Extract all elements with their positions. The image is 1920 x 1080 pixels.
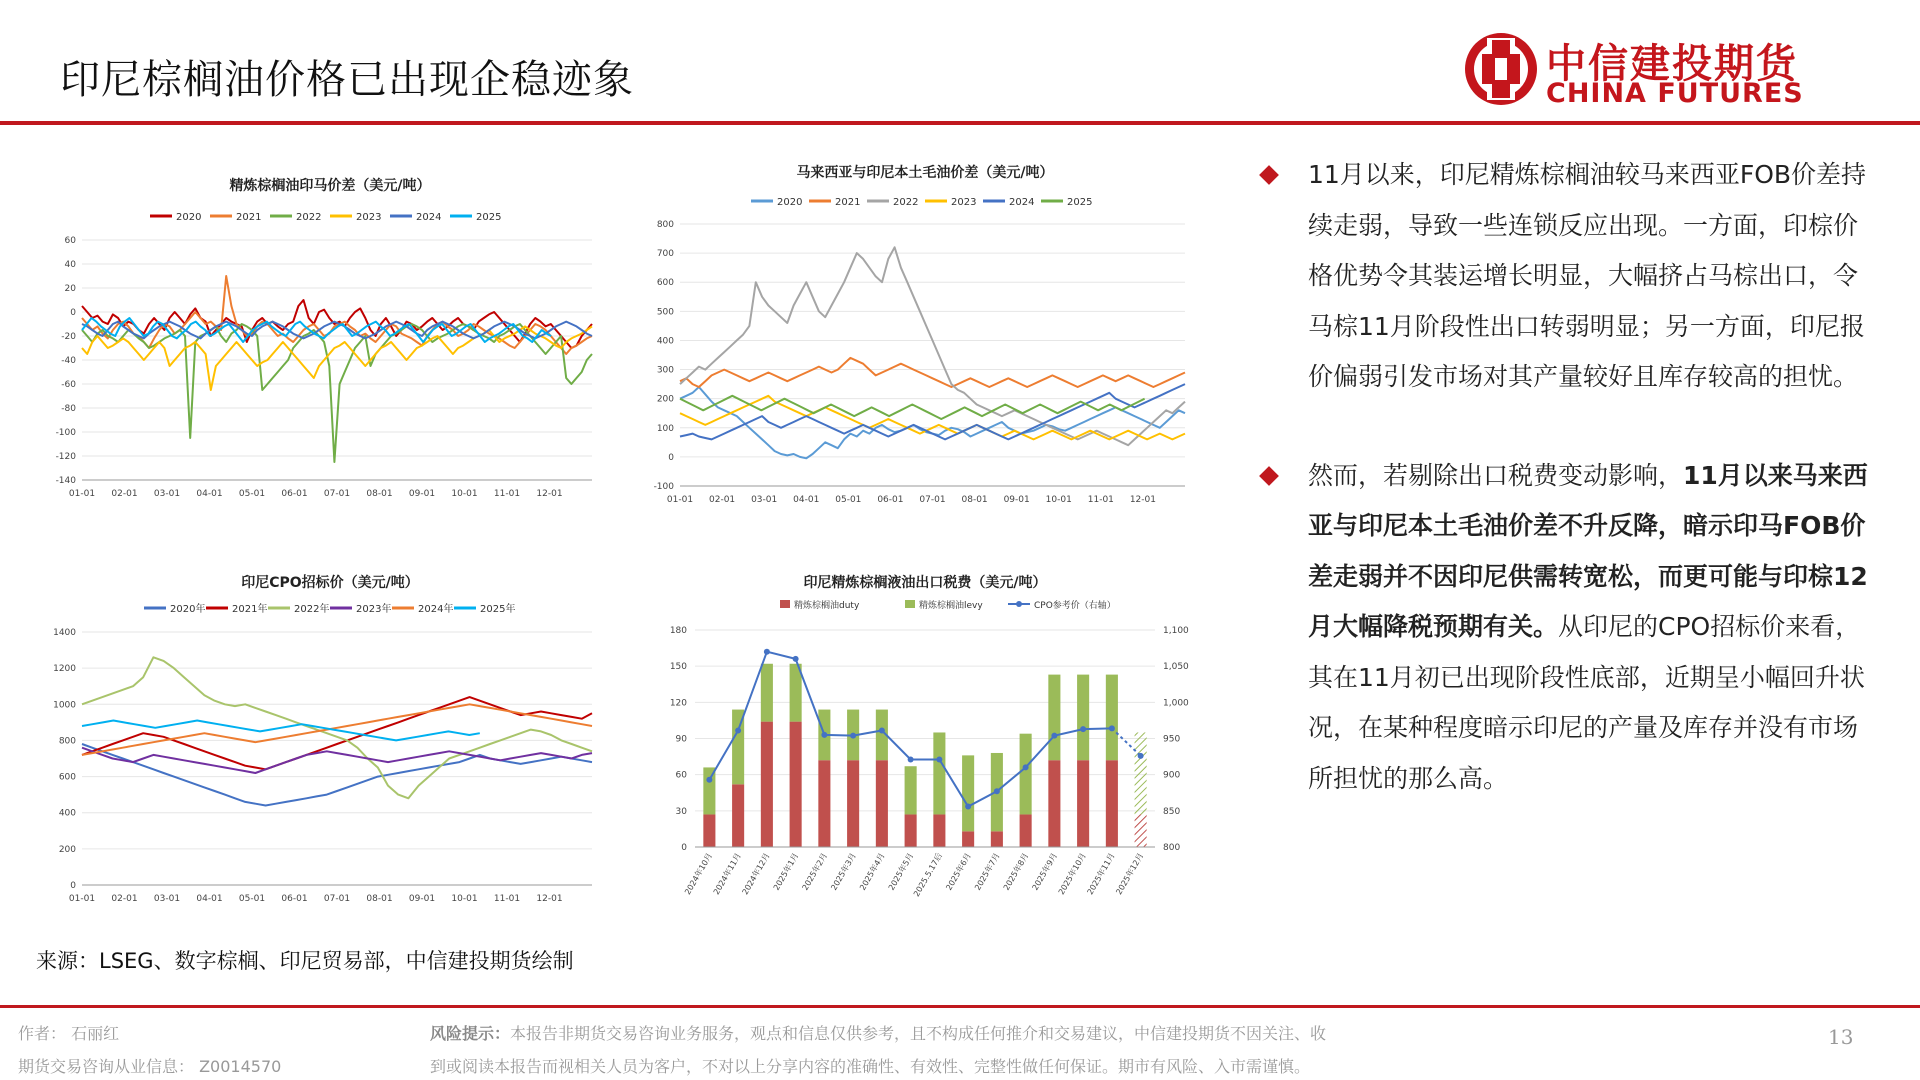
x-tick-label: 2024年11月 — [711, 851, 743, 897]
y2-tick-label: 1,000 — [1163, 698, 1189, 709]
series-line-2024 — [680, 384, 1185, 439]
y-tick-label: 200 — [58, 844, 76, 855]
bar-duty — [732, 784, 744, 847]
cpo-point — [793, 656, 799, 662]
y-tick-label: 0 — [70, 881, 76, 891]
x-tick-label: 06-01 — [281, 894, 308, 904]
y-tick-label: 800 — [58, 736, 76, 747]
legend-label: 精炼棕榈油levy — [919, 601, 983, 611]
bar-levy — [962, 755, 974, 831]
bar-duty — [1048, 760, 1060, 847]
y-tick-label: 1200 — [53, 664, 76, 675]
x-tick-label: 02-01 — [709, 495, 736, 505]
x-tick-label: 04-01 — [196, 489, 223, 499]
bar-levy — [1106, 675, 1118, 761]
y-tick-label: 60 — [675, 770, 687, 781]
cpo-point — [1023, 764, 1029, 770]
page-number: 13 — [1828, 1025, 1854, 1049]
bar-levy — [761, 664, 773, 722]
chart-price-spread-id-my — [40, 160, 620, 520]
x-tick-label: 08-01 — [366, 894, 393, 904]
cpo-point — [1051, 733, 1057, 739]
bar-duty — [1077, 760, 1089, 847]
risk-warning-line2: 到或阅读本报告而视相关人员为客户，不对以上分享内容的准确性、有效性、完整性做任何保证。期市有风险、入市需谨慎。 — [430, 1057, 1311, 1076]
x-tick-label: 02-01 — [111, 894, 138, 904]
y-tick-label: 300 — [656, 365, 674, 376]
legend-label: 2024 — [416, 212, 442, 223]
bar-duty — [790, 722, 802, 847]
cpo-point — [1138, 753, 1144, 759]
cpo-point — [879, 728, 885, 734]
x-tick-label: 2025年11月 — [1085, 851, 1117, 897]
cpo-point — [735, 728, 741, 734]
y-tick-label: 90 — [675, 734, 687, 745]
chart-export-tax — [640, 565, 1210, 915]
footer-divider — [0, 1005, 1920, 1008]
cpo-point — [764, 649, 770, 655]
y-tick-label: -40 — [61, 356, 76, 366]
commentary — [1258, 150, 1873, 804]
y-tick-label: -80 — [61, 404, 76, 414]
bullet-2-text-a: 然而，若剔除出口税费变动影响， — [1308, 460, 1684, 490]
bullet-2-text-b: 11月以来马来西亚与印尼本土毛油价差不升反降，暗示印马FOB价差走弱并不因印尼供需转宽松，而更可能与印棕12月大幅降税预期有关。 — [1308, 460, 1868, 641]
x-tick-label: 11-01 — [493, 894, 521, 904]
y-tick-label: -140 — [55, 476, 76, 486]
legend-label: 2024 — [1009, 197, 1035, 208]
x-tick-label: 04-01 — [196, 894, 223, 904]
y-tick-label: 0 — [70, 308, 76, 318]
bar-duty — [703, 814, 715, 847]
x-tick-label: 2025年10月 — [1056, 851, 1088, 897]
x-tick-label: 05-01 — [835, 495, 862, 505]
x-tick-label: 2024年10月 — [683, 851, 715, 897]
y-tick-label: 0 — [668, 452, 674, 463]
x-tick-label: 2025年7月 — [973, 851, 1002, 892]
y-tick-label: 400 — [58, 808, 76, 819]
x-tick-label: 09-01 — [408, 489, 436, 499]
x-tick-label: 2025年5月 — [886, 851, 916, 892]
chart-title: 精炼棕榈油印马价差（美元/吨） — [229, 178, 431, 194]
y-tick-label: 60 — [64, 236, 76, 246]
bar-levy — [905, 766, 917, 814]
x-tick-label: 01-01 — [68, 489, 96, 499]
y-tick-label: 600 — [58, 772, 76, 783]
legend-swatch — [905, 600, 915, 608]
legend-label: 2023年 — [356, 604, 392, 615]
series-line-2020 — [680, 387, 1185, 458]
legend-label: 2025 — [476, 212, 502, 223]
legend-label: 2021 — [236, 212, 262, 223]
x-tick-label: 06-01 — [281, 489, 308, 499]
logo-text-cn: 中信建投期货 — [1546, 41, 1798, 87]
bar-duty — [905, 814, 917, 847]
legend-label: 2023 — [356, 212, 382, 223]
cpo-point — [821, 732, 827, 738]
legend-label: 2024年 — [418, 604, 454, 615]
x-tick-label: 03-01 — [751, 495, 778, 505]
legend-label: 2020年 — [170, 604, 206, 615]
source-note: 来源：LSEG、数字棕榈、印尼贸易部，中信建投期货绘制 — [36, 949, 574, 973]
x-tick-label: 12-01 — [536, 489, 563, 499]
cpo-point — [936, 756, 942, 762]
series-line-2020 — [82, 300, 592, 348]
y-tick-label: 120 — [669, 698, 687, 709]
x-tick-label: 10-01 — [451, 489, 478, 499]
x-tick-label: 10-01 — [1045, 495, 1072, 505]
bar-duty — [761, 722, 773, 847]
legend-label: 2021年 — [232, 604, 268, 615]
y-tick-label: 800 — [656, 220, 674, 230]
x-tick-label: 05-01 — [238, 489, 266, 499]
x-tick-label: 2025年4月 — [858, 851, 887, 892]
author: 作者： 石丽红 — [18, 1024, 120, 1043]
series-line-2021 — [680, 358, 1185, 387]
x-tick-label: 07-01 — [323, 894, 351, 904]
y2-tick-label: 1,050 — [1163, 662, 1189, 673]
x-tick-label: 2025年12月 — [1114, 851, 1146, 897]
logo-text-en: CHINA FUTURES — [1546, 78, 1804, 109]
y-tick-label: 200 — [656, 394, 674, 405]
legend-label: 2025 — [1067, 197, 1093, 208]
cpo-point — [965, 803, 971, 809]
x-tick-label: 11-01 — [493, 489, 521, 499]
x-tick-label: 2025年9月 — [1030, 851, 1060, 892]
y2-tick-label: 900 — [1163, 770, 1181, 781]
bar-levy — [933, 732, 945, 814]
bar-duty — [1106, 760, 1118, 847]
series-line-2023年 — [82, 748, 592, 773]
series-line-2022 — [82, 324, 592, 462]
bar-levy — [1020, 734, 1032, 815]
x-tick-label: 01-01 — [68, 894, 96, 904]
bar-duty — [876, 760, 888, 847]
header-divider — [0, 121, 1920, 125]
y-tick-label: 600 — [656, 278, 674, 289]
bar-duty — [1135, 814, 1147, 847]
x-tick-label: 12-01 — [536, 894, 563, 904]
y-tick-label: 150 — [669, 662, 687, 673]
x-tick-label: 04-01 — [793, 495, 820, 505]
cpo-point — [994, 788, 1000, 794]
legend-label: 2020 — [176, 212, 202, 223]
bar-levy — [1048, 675, 1060, 761]
x-tick-label: 08-01 — [366, 489, 393, 499]
bar-duty — [962, 831, 974, 847]
bar-levy — [703, 767, 715, 814]
x-tick-label: 2024年12月 — [740, 851, 772, 897]
y-tick-label: 500 — [656, 307, 674, 318]
y-tick-label: 1000 — [53, 700, 76, 711]
legend-label: 2022年 — [294, 604, 330, 615]
x-tick-label: 2025年6月 — [944, 851, 973, 892]
legend-label: 2025年 — [480, 604, 516, 615]
bar-levy — [1135, 732, 1147, 814]
x-tick-label: 2025年8月 — [1001, 851, 1031, 892]
bullet-1-text: 11月以来，印尼精炼棕榈油较马来西亚FOB价差持续走弱，导致一些连锁反应出现。一方面，印棕价格优势令其装运增长明显，大幅挤占马棕出口，令马棕11月阶段性出口转弱明显；另一方面，印尼报价偏弱引发市场对其产量较好且库存较高的担忧。 — [1308, 160, 1867, 391]
y-tick-label: 0 — [681, 843, 687, 853]
x-tick-label: 09-01 — [1003, 495, 1030, 505]
y-tick-label: -20 — [61, 332, 76, 342]
y-tick-label: 40 — [64, 260, 76, 270]
legend-label: 精炼棕榈油duty — [794, 601, 860, 611]
x-tick-label: 03-01 — [153, 489, 181, 499]
y2-tick-label: 950 — [1163, 734, 1181, 745]
citic-logo-icon — [1462, 30, 1540, 108]
x-tick-label: 2025年2月 — [800, 851, 830, 892]
cpo-point — [850, 733, 856, 739]
x-tick-label: 11-01 — [1087, 495, 1114, 505]
risk-label: 风险提示： — [430, 1024, 511, 1043]
y-tick-label: 400 — [656, 336, 674, 347]
x-tick-label: 10-01 — [451, 894, 478, 904]
y2-tick-label: 850 — [1163, 806, 1181, 817]
legend-label: 2022 — [296, 212, 322, 223]
y-tick-label: 180 — [669, 626, 687, 636]
bullet-2-text-c: 从印尼的CPO招标价来看，其在11月初已出现阶段性底部，近期呈小幅回升状况，在某种程度暗示印尼的产量及库存并没有市场所担忧的那么高。 — [1308, 612, 1865, 793]
legend-label: CPO参考价（右轴） — [1034, 601, 1116, 611]
bullet-point-2 — [1258, 451, 1873, 805]
diamond-bullet-icon — [1259, 466, 1279, 486]
y-tick-label: -100 — [55, 428, 76, 438]
bar-duty — [1020, 814, 1032, 847]
y-tick-label: -100 — [653, 482, 674, 492]
bar-levy — [1077, 675, 1089, 761]
cpo-point — [1109, 725, 1115, 731]
chart-crude-spread-my-id — [640, 155, 1210, 515]
legend-marker — [1016, 601, 1022, 607]
y-tick-label: 700 — [656, 249, 674, 260]
cpo-point — [908, 756, 914, 762]
x-tick-label: 05-01 — [238, 894, 266, 904]
y-tick-label: -60 — [61, 380, 76, 390]
x-tick-label: 09-01 — [408, 894, 436, 904]
legend-label: 2020 — [777, 197, 803, 208]
y-tick-label: -120 — [55, 452, 76, 462]
chart-cpo-tender-price — [40, 565, 620, 915]
risk-warning-line1 — [430, 1021, 1326, 1044]
x-tick-label: 06-01 — [877, 495, 904, 505]
y-tick-label: 20 — [64, 284, 76, 294]
bar-duty — [933, 814, 945, 847]
legend-label: 2022 — [893, 197, 919, 208]
y2-tick-label: 800 — [1163, 843, 1181, 853]
x-tick-label: 02-01 — [111, 489, 138, 499]
y-tick-label: 1400 — [53, 628, 76, 638]
chart-title: 马来西亚与印尼本土毛油价差（美元/吨） — [796, 165, 1054, 181]
chart-title: 印尼CPO招标价（美元/吨） — [241, 575, 419, 591]
license-info: 期货交易咨询从业信息： Z0014570 — [18, 1057, 282, 1076]
bullet-point-1 — [1258, 150, 1873, 403]
cpo-point — [1080, 726, 1086, 732]
legend-label: 2021 — [835, 197, 861, 208]
y-tick-label: 30 — [675, 806, 687, 817]
x-tick-label: 2025年3月 — [829, 851, 858, 892]
x-tick-label: 2025年1月 — [771, 851, 801, 892]
cpo-point — [706, 777, 712, 783]
bar-duty — [991, 831, 1003, 847]
risk-text-1: 本报告非期货交易咨询业务服务，观点和信息仅供参考，且不构成任何推介和交易建议，中信建投期货不因关注、收 — [510, 1024, 1327, 1043]
x-tick-label: 07-01 — [323, 489, 351, 499]
chart-title: 印尼精炼棕榈液油出口税费（美元/吨） — [803, 575, 1047, 591]
x-tick-label: 03-01 — [153, 894, 181, 904]
x-tick-label: 2025.5.17后 — [911, 851, 945, 899]
x-tick-label: 07-01 — [919, 495, 946, 505]
y2-tick-label: 1,100 — [1163, 626, 1189, 636]
legend-swatch — [780, 600, 790, 608]
company-logo — [1462, 26, 1892, 116]
page-title: 印尼棕榈油价格已出现企稳迹象 — [60, 57, 634, 103]
bar-duty — [847, 760, 859, 847]
y-tick-label: 100 — [656, 423, 674, 434]
diamond-bullet-icon — [1259, 165, 1279, 185]
legend-label: 2023 — [951, 197, 977, 208]
x-tick-label: 08-01 — [961, 495, 988, 505]
x-tick-label: 01-01 — [666, 495, 694, 505]
x-tick-label: 12-01 — [1129, 495, 1156, 505]
bar-duty — [818, 760, 830, 847]
series-line-2025 — [680, 396, 1145, 419]
